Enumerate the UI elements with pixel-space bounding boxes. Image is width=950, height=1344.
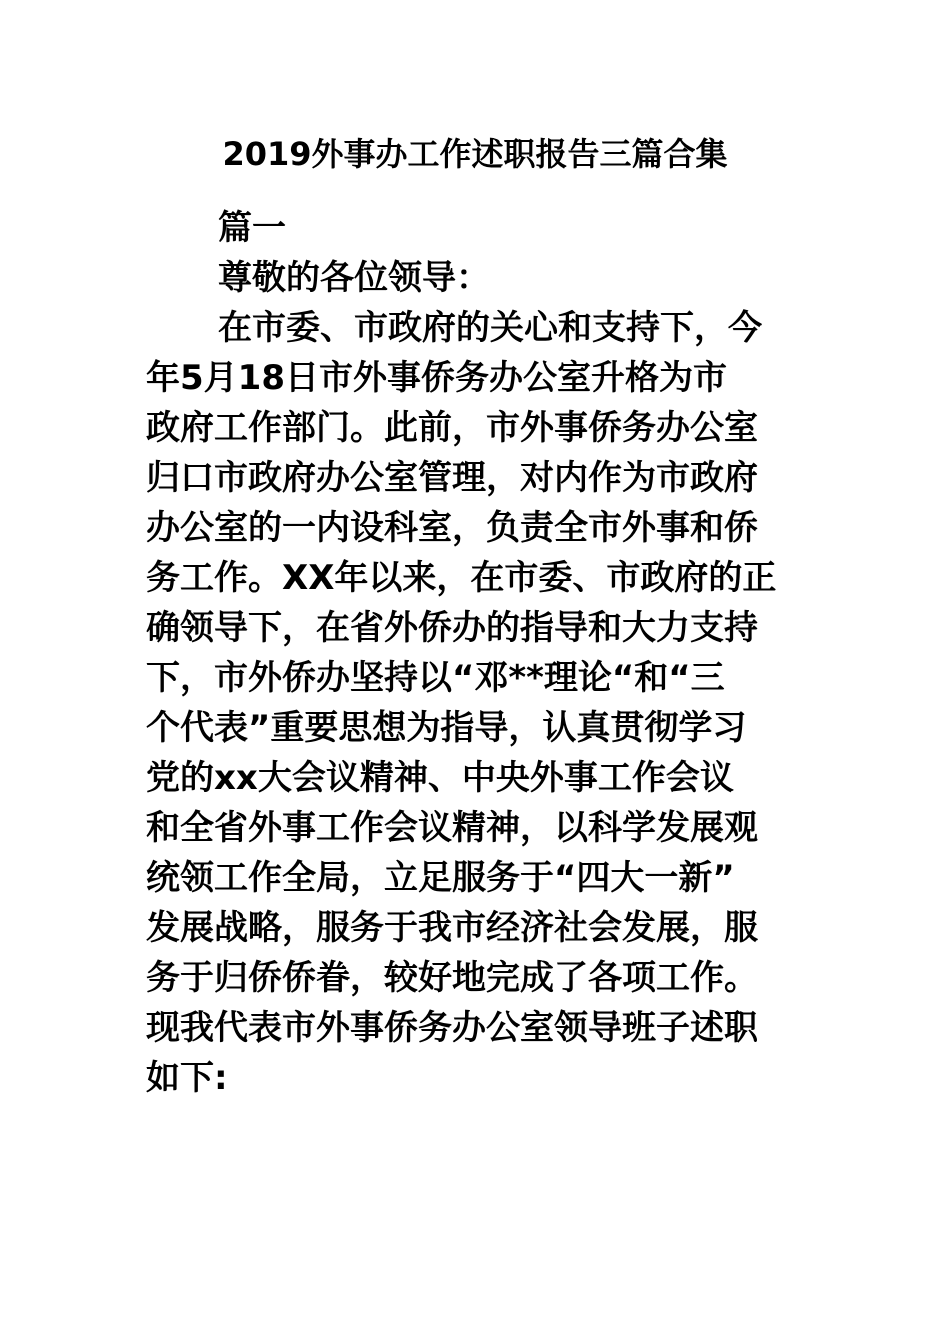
- paragraph-line: 务于归侨侨眷，较好地完成了各项工作。: [146, 958, 758, 998]
- paragraph-line: 个代表”重要思想为指导，认真贯彻学习: [146, 708, 747, 748]
- paragraph-line: 统领工作全局，立足服务于“四大一新”: [146, 858, 735, 898]
- salutation: 尊敬的各位领导：: [218, 258, 490, 298]
- paragraph-line: 在市委、市政府的关心和支持下，今: [218, 308, 762, 348]
- paragraph-line: 归口市政府办公室管理，对内作为市政府: [146, 458, 758, 498]
- paragraph-line: 年5月18日市外事侨务办公室升格为市: [146, 358, 727, 398]
- paragraph-line: 确领导下，在省外侨办的指导和大力支持: [146, 608, 758, 648]
- paragraph-line: 办公室的一内设科室，负责全市外事和侨: [146, 508, 758, 548]
- paragraph-line: 下，市外侨办坚持以“邓**理论“和“三: [146, 658, 725, 698]
- paragraph-line: 和全省外事工作会议精神，以科学发展观: [146, 808, 758, 848]
- paragraph-line: 发展战略，服务于我市经济社会发展，服: [146, 908, 758, 948]
- paragraph-line: 如下:: [146, 1058, 228, 1098]
- section-heading: 篇一: [218, 208, 286, 248]
- paragraph-line: 务工作。XX年以来，在市委、市政府的正: [146, 558, 777, 598]
- paragraph-line: 政府工作部门。此前，市外事侨务办公室: [146, 408, 758, 448]
- paragraph-line: 现我代表市外事侨务办公室领导班子述职: [146, 1008, 758, 1048]
- document-title: 2019外事办工作述职报告三篇合集: [222, 135, 728, 173]
- paragraph-line: 党的xx大会议精神、中央外事工作会议: [146, 758, 734, 798]
